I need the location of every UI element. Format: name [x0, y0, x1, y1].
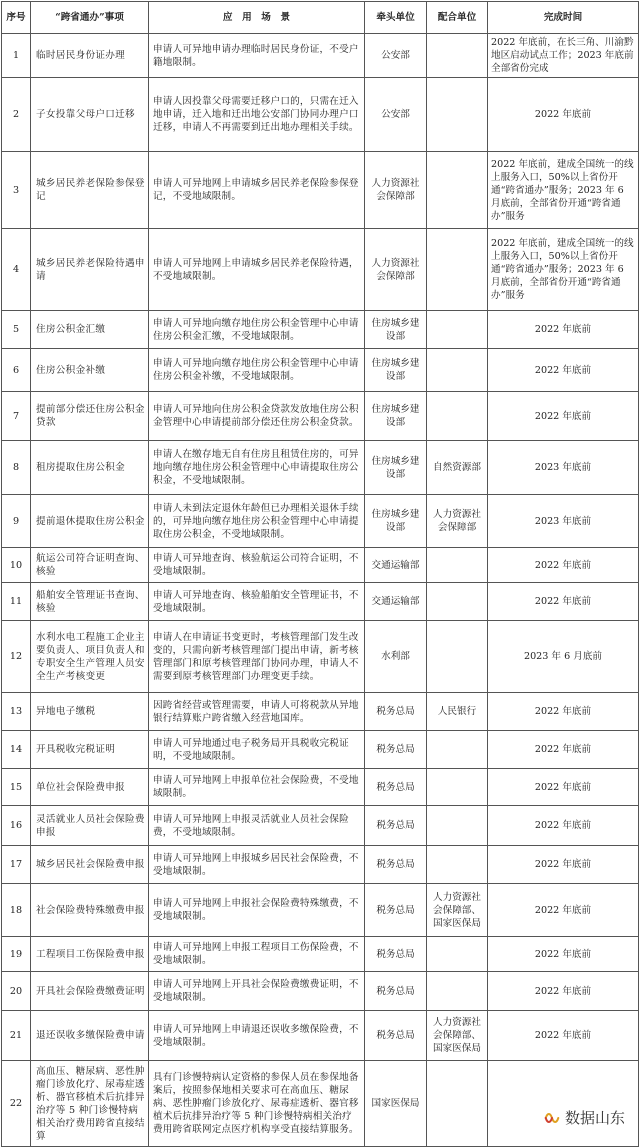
cell-coop [427, 1061, 488, 1147]
cell-lead: 住房城乡建设部 [365, 495, 427, 548]
cell-lead: 税务总局 [365, 972, 427, 1011]
cell-scene: 申请人可异地查询、核验航运公司符合证明，不受地域限制。 [149, 548, 365, 583]
cell-time [488, 1061, 639, 1147]
table-row [2, 392, 639, 441]
cell-item: 住房公积金汇缴 [31, 311, 149, 349]
cell-item: 开具税收完税证明 [31, 731, 149, 769]
cell-time: 2023 年底前 [488, 441, 639, 495]
cell-lead: 公安部 [365, 34, 427, 78]
cell-coop [427, 972, 488, 1011]
cell-lead: 交通运输部 [365, 548, 427, 583]
cell-time: 2022 年底前，建成全国统一的线上服务入口，50%以上省份开通“跨省通办”服务；2023 年 6 月底前，全部省份开通“跨省通办”服务 [488, 152, 639, 229]
cell-item: 城乡居民养老保险待遇申请 [31, 229, 149, 311]
cell-coop: 人力资源社会保障部、国家医保局 [427, 1011, 488, 1061]
cell-num: 10 [2, 548, 31, 583]
cell-num: 9 [2, 495, 31, 548]
cell-item: 船舶安全管理证书查询、核验 [31, 583, 149, 621]
table-row [2, 34, 639, 78]
cell-time: 2022 年底前 [488, 937, 639, 972]
table-row [2, 1061, 639, 1147]
cell-num: 15 [2, 769, 31, 806]
cell-coop [427, 583, 488, 621]
cell-item: 航运公司符合证明查询、核验 [31, 548, 149, 583]
cell-coop [427, 548, 488, 583]
cell-num: 8 [2, 441, 31, 495]
table-row [2, 972, 639, 1011]
table-row [2, 495, 639, 548]
cell-time: 2022 年底前 [488, 972, 639, 1011]
table-row [2, 229, 639, 311]
cell-scene: 申请人可异地网上开具社会保险费缴费证明，不受地域限制。 [149, 972, 365, 1011]
cell-item: 住房公积金补缴 [31, 349, 149, 392]
cell-item: 退还误收多缴保险费申请 [31, 1011, 149, 1061]
cell-lead: 税务总局 [365, 937, 427, 972]
cell-item: 单位社会保险费申报 [31, 769, 149, 806]
table-row [2, 621, 639, 693]
watermark [540, 1106, 628, 1129]
table-row [2, 1011, 639, 1061]
cell-num: 17 [2, 846, 31, 884]
cell-num: 16 [2, 806, 31, 846]
cell-coop [427, 311, 488, 349]
table-row [2, 693, 639, 731]
header-num: 序号 [2, 2, 31, 34]
header-lead: 牵头单位 [365, 2, 427, 34]
cell-time: 2022 年底前 [488, 769, 639, 806]
cell-time: 2022 年底前 [488, 731, 639, 769]
cell-scene: 申请人可异地通过电子税务局开具税收完税证明，不受地域限制。 [149, 731, 365, 769]
cell-time: 2022 年底前 [488, 1011, 639, 1061]
cell-item: 提前部分偿还住房公积金贷款 [31, 392, 149, 441]
cell-coop: 自然资源部 [427, 441, 488, 495]
cell-scene: 申请人可异地网上申报城乡居民社会保险费，不受地域限制。 [149, 846, 365, 884]
cell-item: 高血压、糖尿病、恶性肿瘤门诊放化疗、尿毒症透析、器官移植术后抗排异治疗等 5 种门诊慢特病相关治疗费用跨省直接结算 [31, 1061, 149, 1147]
cell-coop [427, 78, 488, 152]
cell-time: 2022 年底前 [488, 806, 639, 846]
cell-coop [427, 152, 488, 229]
cell-num: 1 [2, 34, 31, 78]
cell-scene: 申请人在申请证书变更时，考核管理部门发生改变的，只需向新考核管理部门提出申请，新考核管理部门和原考核管理部门协同办理，申请人不需要到原考核管理部门办理变更手续。 [149, 621, 365, 693]
table-row [2, 846, 639, 884]
header-time: 完成时间 [488, 2, 639, 34]
cell-scene: 申请人可异地查询、核验船舶安全管理证书，不受地域限制。 [149, 583, 365, 621]
table-row [2, 349, 639, 392]
cell-num: 18 [2, 884, 31, 937]
cell-scene: 申请人可异地网上申请城乡居民养老保险待遇，不受地域限制。 [149, 229, 365, 311]
cell-coop [427, 806, 488, 846]
cell-num: 7 [2, 392, 31, 441]
cell-lead: 税务总局 [365, 731, 427, 769]
cell-coop [427, 34, 488, 78]
cell-coop: 人力资源社会保障部、国家医保局 [427, 884, 488, 937]
table-header-row [2, 2, 639, 34]
cell-num: 5 [2, 311, 31, 349]
cell-num: 4 [2, 229, 31, 311]
cell-time: 2022 年底前 [488, 846, 639, 884]
cell-time: 2022 年底前 [488, 693, 639, 731]
table-row [2, 769, 639, 806]
cell-time: 2022 年底前 [488, 349, 639, 392]
table-row [2, 311, 639, 349]
cell-scene: 申请人可异地网上申报社会保险费特殊缴费，不受地域限制。 [149, 884, 365, 937]
cell-coop: 人力资源社会保障部 [427, 495, 488, 548]
cell-lead: 税务总局 [365, 884, 427, 937]
cell-coop [427, 937, 488, 972]
cell-scene: 申请人可异地网上申请退还误收多缴保险费，不受地域限制。 [149, 1011, 365, 1061]
table-row [2, 548, 639, 583]
cell-num: 13 [2, 693, 31, 731]
cell-num: 11 [2, 583, 31, 621]
cell-scene: 申请人在缴存地无自有住房且租赁住房的，可异地向缴存地住房公积金管理中心申请提取住房公积金，不受地域限制。 [149, 441, 365, 495]
cell-scene: 因跨省经营或管理需要，申请人可将税款从异地银行结算账户跨省缴入经营地国库。 [149, 693, 365, 731]
cell-coop [427, 229, 488, 311]
cell-scene: 申请人可异地网上申报单位社会保险费，不受地域限制。 [149, 769, 365, 806]
header-item: “跨省通办”事项 [31, 2, 149, 34]
cell-num: 21 [2, 1011, 31, 1061]
cell-scene: 申请人可异地向缴存地住房公积金管理中心申请住房公积金汇缴，不受地域限制。 [149, 311, 365, 349]
cell-lead: 税务总局 [365, 769, 427, 806]
cell-item: 开具社会保险费缴费证明 [31, 972, 149, 1011]
cell-item: 租房提取住房公积金 [31, 441, 149, 495]
cell-lead: 交通运输部 [365, 583, 427, 621]
table-row [2, 441, 639, 495]
cell-item: 子女投靠父母户口迁移 [31, 78, 149, 152]
table-row [2, 78, 639, 152]
cell-scene: 申请人因投靠父母需要迁移户口的，只需在迁入地申请，迁入地和迁出地公安部门协同办理户口迁移，申请人不再需要到迁出地办理相关手续。 [149, 78, 365, 152]
watermark-text: 数据山东 [564, 1109, 625, 1127]
table-row [2, 884, 639, 937]
cell-lead: 税务总局 [365, 693, 427, 731]
cell-item: 提前退休提取住房公积金 [31, 495, 149, 548]
cell-num: 12 [2, 621, 31, 693]
cell-coop [427, 349, 488, 392]
cell-coop: 人民银行 [427, 693, 488, 731]
cell-num: 22 [2, 1061, 31, 1147]
cell-item: 社会保险费特殊缴费申报 [31, 884, 149, 937]
cell-coop [427, 621, 488, 693]
cell-num: 3 [2, 152, 31, 229]
cell-lead: 税务总局 [365, 806, 427, 846]
cell-lead: 税务总局 [365, 846, 427, 884]
cell-time: 2023 年 6 月底前 [488, 621, 639, 693]
cell-time: 2022 年底前 [488, 392, 639, 441]
cell-lead: 人力资源社会保障部 [365, 152, 427, 229]
cell-lead: 住房城乡建设部 [365, 392, 427, 441]
cell-lead: 住房城乡建设部 [365, 311, 427, 349]
cell-item: 工程项目工伤保险费申报 [31, 937, 149, 972]
cross-province-services-table [1, 1, 639, 1147]
cell-lead: 税务总局 [365, 1011, 427, 1061]
table-row [2, 583, 639, 621]
cell-num: 20 [2, 972, 31, 1011]
table-row [2, 937, 639, 972]
cell-time: 2023 年底前 [488, 495, 639, 548]
wechat-channel-icon [543, 1109, 561, 1127]
cell-lead: 住房城乡建设部 [365, 441, 427, 495]
cell-time: 2022 年底前，在长三角、川渝黔地区启动试点工作；2023 年底前全部省份完成 [488, 34, 639, 78]
cell-num: 14 [2, 731, 31, 769]
cell-scene: 申请人可异地网上申报工程项目工伤保险费，不受地域限制。 [149, 937, 365, 972]
cell-item: 灵活就业人员社会保险费申报 [31, 806, 149, 846]
cell-num: 19 [2, 937, 31, 972]
table-row [2, 731, 639, 769]
table-row [2, 152, 639, 229]
cell-time: 2022 年底前 [488, 78, 639, 152]
cell-num: 6 [2, 349, 31, 392]
cell-coop [427, 392, 488, 441]
cell-coop [427, 846, 488, 884]
cell-item: 异地电子缴税 [31, 693, 149, 731]
header-scene: 应 用 场 景 [149, 2, 365, 34]
cell-lead: 水利部 [365, 621, 427, 693]
cell-time: 2022 年底前 [488, 548, 639, 583]
cell-item: 城乡居民养老保险参保登记 [31, 152, 149, 229]
cell-item: 临时居民身份证办理 [31, 34, 149, 78]
cell-num: 2 [2, 78, 31, 152]
cell-item: 城乡居民社会保险费申报 [31, 846, 149, 884]
cell-scene: 申请人可异地申请办理临时居民身份证，不受户籍地限制。 [149, 34, 365, 78]
cell-lead: 国家医保局 [365, 1061, 427, 1147]
cell-time: 2022 年底前，建成全国统一的线上服务入口，50%以上省份开通“跨省通办”服务；2023 年 6 月底前，全部省份开通“跨省通办”服务 [488, 229, 639, 311]
cell-scene: 申请人可异地网上申报灵活就业人员社会保险费，不受地域限制。 [149, 806, 365, 846]
header-coop: 配合单位 [427, 2, 488, 34]
cell-lead: 人力资源社会保障部 [365, 229, 427, 311]
cell-scene: 申请人可异地网上申请城乡居民养老保险参保登记，不受地域限制。 [149, 152, 365, 229]
cell-lead: 公安部 [365, 78, 427, 152]
cell-coop [427, 731, 488, 769]
cell-lead: 住房城乡建设部 [365, 349, 427, 392]
cell-scene: 申请人可异地向住房公积金贷款发放地住房公积金管理中心申请提前部分偿还住房公积金贷款。 [149, 392, 365, 441]
cell-scene: 具有门诊慢特病认定资格的参保人员在参保地备案后，按照参保地相关要求可在高血压、糖尿病、恶性肿瘤门诊放化疗、尿毒症透析、器官移植术后抗排异治疗等 5 种门诊慢特病相关治疗费用跨省联网定点医疗机构享受直接结算服务。 [149, 1061, 365, 1147]
cell-coop [427, 769, 488, 806]
cell-scene: 申请人未到法定退休年龄但已办理相关退休手续的，可异地向缴存地住房公积金管理中心申请提取住房公积金，不受地域限制。 [149, 495, 365, 548]
cell-item: 水利水电工程施工企业主要负责人、项目负责人和专职安全生产管理人员安全生产考核变更 [31, 621, 149, 693]
cell-time: 2022 年底前 [488, 884, 639, 937]
cell-scene: 申请人可异地向缴存地住房公积金管理中心申请住房公积金补缴，不受地域限制。 [149, 349, 365, 392]
table-body [2, 34, 639, 1147]
table-row [2, 806, 639, 846]
cell-time: 2022 年底前 [488, 311, 639, 349]
cell-time: 2022 年底前 [488, 583, 639, 621]
